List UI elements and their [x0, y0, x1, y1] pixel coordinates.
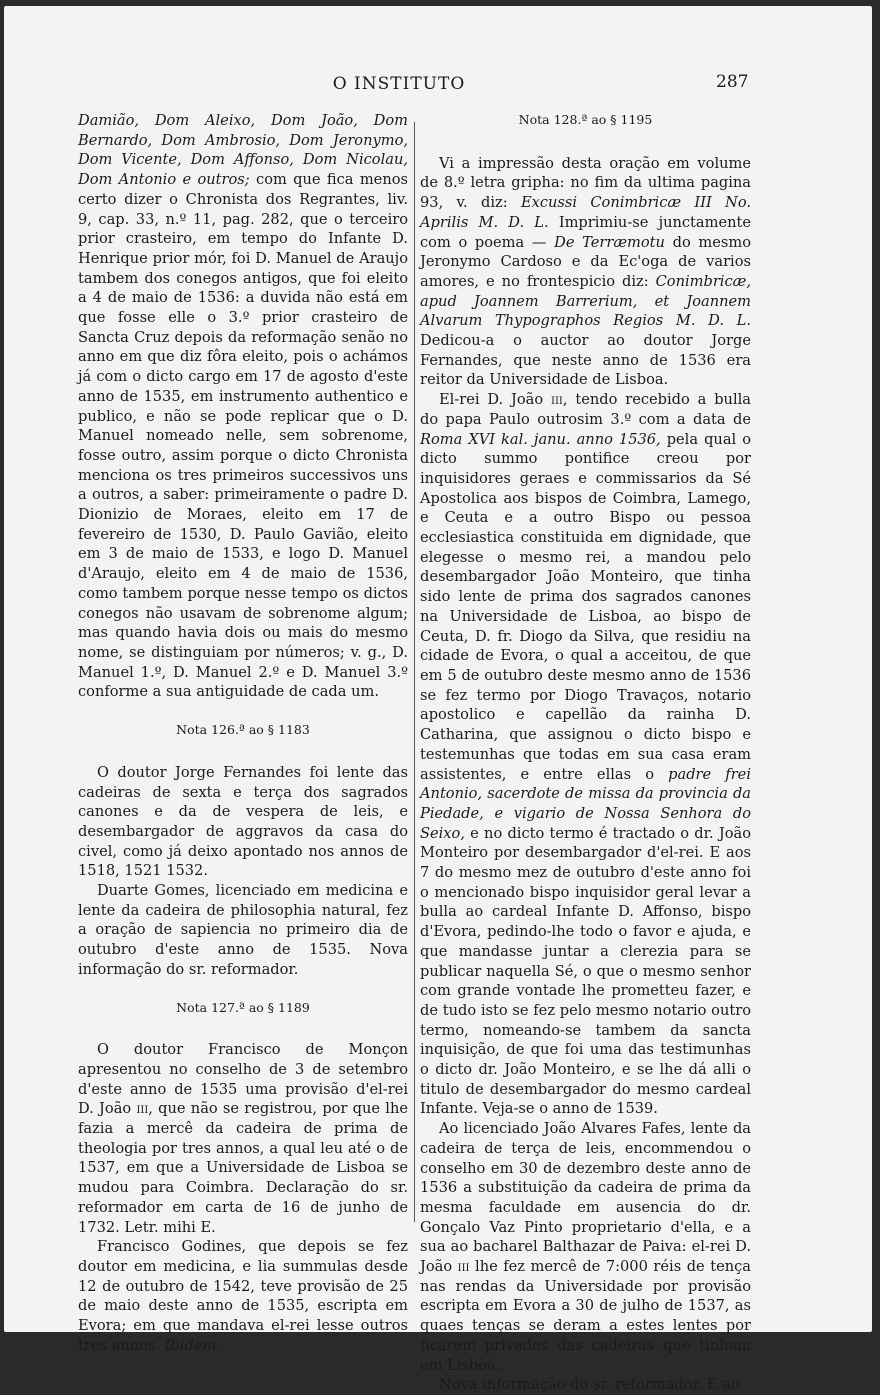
- note-128-paragraph-1: [420, 154, 751, 390]
- italic-colophon: Excussi Conimbricæ III No. Aprilis M. D. L.: [420, 194, 751, 231]
- italic-names: Damião, Dom Aleixo, Dom João, Dom Bernardo, Dom Ambrosio, Dom Jeronymo, Dom Vicente, Dom Affonso, Dom Nicolau, Dom Antonio e outros;: [78, 112, 408, 189]
- text-run: Ao licenciado João Alvares Fafes, lente da cadeira de terça de leis, encommendou o conselho em 30 de dezembro deste anno de 1536 a substituição da cadeira de prima da mesma faculdade em ausencia do dr. Gonçalo Vaz Pinto proprietario d'ella, e a sua ao bacharel Balthazar de Paiva: el-rei D. João: [420, 1120, 751, 1276]
- text-run: e no dicto termo é tractado o dr. João Monteiro por desembargador d'el-rei. E aos 7 do mesmo mez de outubro d'este anno foi o mencionado bispo inquisidor geral levar a bulla ao cardeal Infante D. Affonso, bispo d'Evora, pedindo-lhe todo o favor e ajuda, e que mandasse juntar a clerezia para se publicar naquella Sé, o que o mesmo senhor com grande vontade lhe prometteu fazer, e de tudo isto se fez pelo mesmo notario outro termo, nomeando-se tambem da sancta inquisição, de que foi uma das testimunhas o dicto dr. João Monteiro, e se lhe dá alli o titulo de desembargador do mesmo cardeal Infante. Veja-se o anno de 1539.: [420, 824, 751, 1118]
- text-run: Imprimiu-se junctamente com o poema —: [420, 213, 751, 251]
- book-page: [4, 6, 872, 1394]
- paragraph-text: com que fica menos certo dizer o Chronista dos Regrantes, liv. 9, cap. 33, n.º 11, pag. 282, que o terceiro prior crasteiro, em tempo do Infante D. Henrique prior mór, foi D. Manuel de Araujo tambem dos conegos antigos, que foi eleito a 4 de maio de 1536: a duvida não está em que fosse elle o 3.º prior crasteiro de Sancta Cruz depois da reformação senão no anno em que diz fôra eleito, pois o achámos já com o dicto cargo em 17 de agosto d'este anno de 1535, em instrumento authentico e publico, e não se pode replicar que o D. Manuel nomeado nelle, sem sobrenome, fosse outro, assim porque o dicto Chronista menciona os tres primeiros successivos uns a outros, a saber: primeiramente o padre D. Dionizio de Moraes, eleito em 17 de fevereiro de 1530, D. Paulo Gavião, eleito em 3 de maio de 1533, e logo D. Manuel d'Araujo, eleito em 4 de maio de 1536, como tambem porque nesse tempo os dictos conegos não usavam de sobrenome algum; mas quando havia dois ou mais do mesmo nome, se distinguiam por números; v. g., D. Manuel 1.º, D. Manuel 2.º e D. Manuel 3.º conforme a sua antiguidade de cada um.: [78, 171, 408, 701]
- italic-reference: Ibidem.: [164, 1336, 221, 1354]
- text-run: Dedicou-a o auctor ao doutor Jorge Fernandes, que neste anno de 1536 era reitor da Universidade de Lisboa.: [420, 332, 751, 389]
- note-126-heading: Nota 126.ª ao § 1183: [176, 722, 310, 738]
- note-126-paragraph-1: O doutor Jorge Fernandes foi lente das cadeiras de sexta e terça dos sagrados canones e da de vespera de leis, e desembargador de aggravos da casa do civel, como já deixo apontado nos annos de 1518, 1521 1532.: [78, 763, 408, 880]
- text-run: , tendo recebido a bulla do papa Paulo outrosim 3.º com a data de: [420, 391, 751, 428]
- note-128-paragraph-3: [420, 1119, 751, 1375]
- text-run: El-rei D. João: [438, 391, 552, 409]
- italic-date: Roma XVI kal. janu. anno 1536,: [420, 430, 661, 448]
- text-run: Vi a impressão desta oração em volume de 8.º letra gripha: no fim da ultima pagina 93, v. diz:: [420, 154, 751, 212]
- note-128-heading: Nota 128.ª ao § 1195: [518, 112, 653, 127]
- note-127-paragraph-2: [78, 1237, 408, 1355]
- roman-numeral: iii: [551, 391, 563, 409]
- page-number: 287: [716, 72, 749, 92]
- text-run: do mesmo Jeronymo Cardoso e da Ec'oga de varios amores, e no frontespicio diz:: [420, 233, 751, 290]
- running-header-title: O INSTITUTO: [332, 74, 466, 94]
- note-127-paragraph-1: [78, 1040, 408, 1237]
- text-run: lhe fez mercê de 7:000 réis de tença nas rendas da Universidade por provisão escripta em Evora a 30 de julho de 1537, as quaes tenças se deram a estes lentes por ficarem privados das cadeiras que tinham em Lisboa.: [420, 1258, 751, 1374]
- text-run: pela qual o dicto summo pontifice creou por inquisidores geraes e commissarios da Sé Apostolica aos bispos de Coimbra, Lamego, e Ceuta e a outro Bispo ou pessoa ecclesiastica constituida em dignidade, que elegesse o mesmo rei, a mandou pelo desembargador João Monteiro, que tinha sido lente de prima dos sagrados canones na Universidade de Lisboa, ao bispo de Ceuta, D. fr. Diogo da Silva, que residiu na cidade de Evora, o qual a acceitou, de que em 5 de outubro deste mesmo anno de 1536 se fez termo por Diogo Travaços, notario apostolico e capellão da rainha D. Catharina, que assignou o dicto bispo e testemunhas que todas em sua casa eram assistentes, e entre ellas o: [420, 430, 751, 783]
- italic-imprint: Conimbricæ, apud Joannem Barrerium, et Joannem Alvarum Thypographos Regios M. D. L.: [420, 272, 751, 330]
- note-128-paragraph-4: Nova informação do sr. reformador. E ao: [438, 1376, 740, 1394]
- note-127-heading: Nota 127.ª ao § 1189: [176, 999, 310, 1015]
- note-126-paragraph-2: Duarte Gomes, licenciado em medicina e lente da cadeira de philosophia natural, fez a oração de sapiencia no primeiro dia de outubro d'este anno de 1535. Nova informação do sr. reformador.: [78, 882, 408, 978]
- text-run: Francisco Godines, que depois se fez doutor em medicina, e lia summulas desde 12 de outubro de 1542, teve provisão de 25 de maio deste anno de 1535, escripta em Evora; em que mandava el-rei lesse outros tres annos.: [78, 1238, 408, 1354]
- note-128-paragraph-2: [420, 390, 751, 1119]
- left-column: [78, 111, 408, 1355]
- continued-paragraph: [78, 111, 408, 702]
- roman-numeral: iii: [136, 1100, 149, 1118]
- italic-witness: padre frei Antonio, sacerdote de missa da provincia da Piedade, e vigario de Nossa Senhora do Seixo,: [420, 765, 751, 842]
- text-run: O doutor Francisco de Monçon apresentou no conselho de 3 de setembro d'este anno de 1535 uma provisão d'el-rei D. João: [78, 1041, 408, 1118]
- italic-title: De Terræmotu: [554, 233, 665, 251]
- column-divider: [414, 122, 415, 1222]
- text-run: , que não se registrou, por que lhe fazia a mercê da cadeira de prima de theologia por tres annos, a qual leu até o de 1537, em que a Universidade de Lisboa se mudou para Coimbra. Declaração do sr. reformador em carta de 16 de junho de 1732. Letr. mihi E.: [78, 1100, 408, 1236]
- roman-numeral: iii: [457, 1258, 470, 1276]
- right-column: [420, 110, 751, 1395]
